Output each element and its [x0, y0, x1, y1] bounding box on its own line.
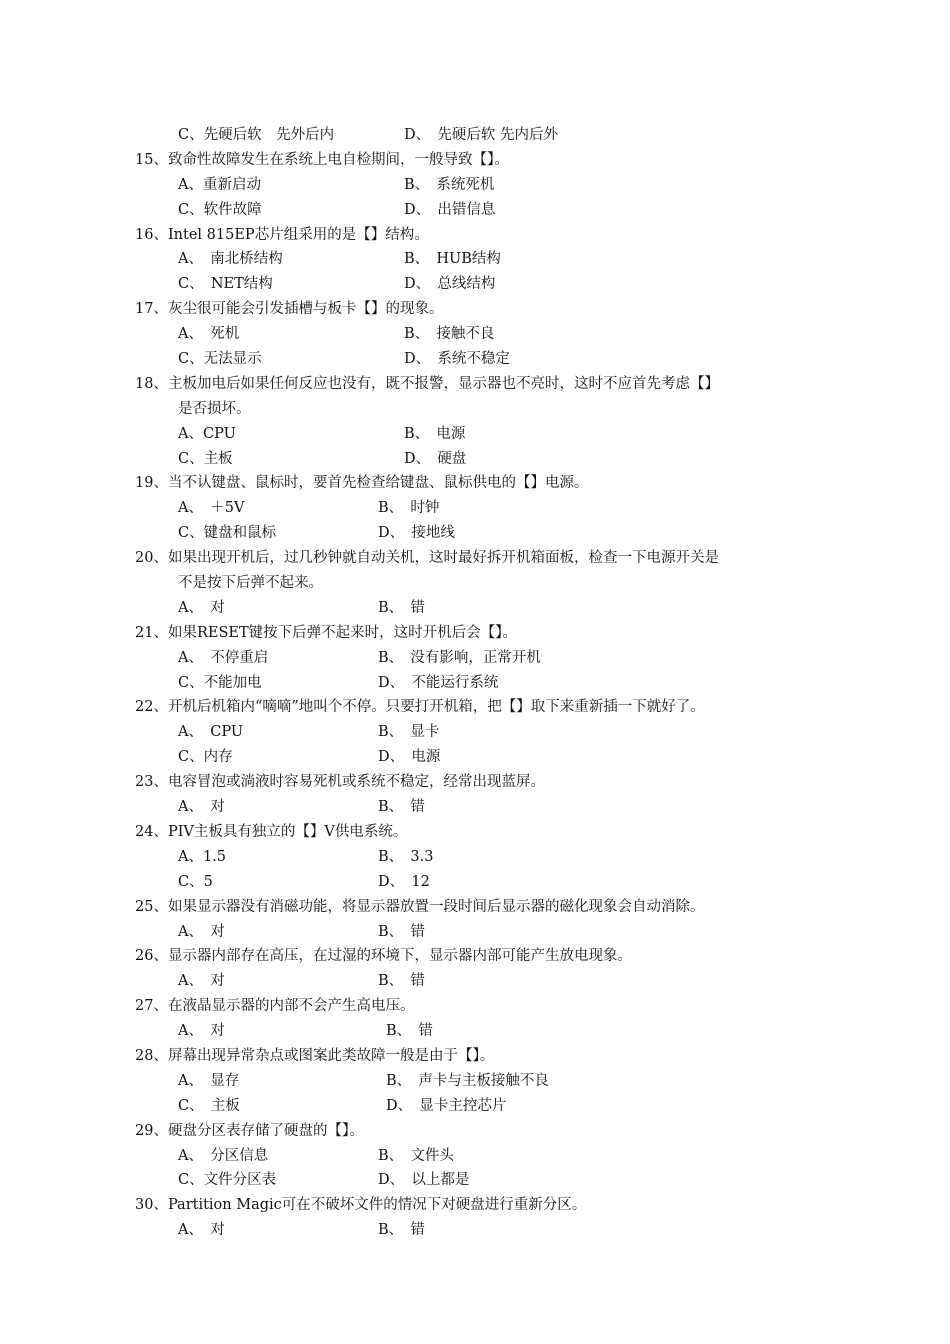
option-left: A、 对	[178, 1222, 225, 1239]
option-right: B、 系统死机	[404, 176, 495, 193]
question-line: 17、灰尘很可能会引发插槽与板卡【】的现象。	[135, 301, 444, 318]
question-line: 27、在液晶显示器的内部不会产生高电压。	[135, 998, 415, 1015]
option-right: B、 电源	[404, 425, 466, 442]
option-row	[135, 272, 825, 297]
option-left: C、不能加电	[178, 674, 262, 691]
option-left: C、软件故障	[178, 201, 262, 218]
option-right: B、 显卡	[378, 724, 440, 741]
option-left: A、 对	[178, 973, 225, 990]
option-left: A、CPU	[178, 425, 236, 442]
option-row	[135, 1168, 825, 1193]
question-line: 29、硬盘分区表存储了硬盘的【】。	[135, 1122, 364, 1139]
question-line: 15、致命性故障发生在系统上电自检期间，一般导致【】。	[135, 151, 509, 168]
option-left: C、 NET结构	[178, 276, 273, 293]
option-left: A、 死机	[178, 326, 240, 343]
option-row	[135, 646, 825, 671]
option-row	[135, 671, 825, 696]
question-line: 28、屏幕出现异常杂点或图案此类故障一般是由于【】。	[135, 1047, 495, 1064]
option-row	[135, 1218, 825, 1243]
option-row	[135, 1094, 825, 1119]
option-row	[135, 920, 825, 945]
question-line: 18、主板加电后如果任何反应也没有，既不报警，显示器也不亮时，这时不应首先考虑【】	[135, 375, 719, 392]
question-line: 19、当不认键盘、鼠标时，要首先检查给键盘、鼠标供电的【】电源。	[135, 475, 589, 492]
option-row	[135, 123, 825, 148]
option-right: B、 时钟	[378, 500, 440, 517]
question-line: 26、显示器内部存在高压，在过湿的环境下，显示器内部可能产生放电现象。	[135, 948, 632, 965]
option-row	[135, 870, 825, 895]
question-line: 24、PIV主板具有独立的【】V供电系统。	[135, 823, 408, 840]
question-line: 21、如果RESET键按下后弹不起来时，这时开机后会【】。	[135, 624, 517, 641]
option-right: B、 错	[378, 973, 425, 990]
option-left: C、无法显示	[178, 351, 262, 368]
question-continuation: 不是按下后弹不起来。	[178, 575, 323, 592]
option-row	[135, 596, 825, 621]
option-right: B、 3.3	[378, 848, 434, 865]
option-left: A、 显存	[178, 1072, 240, 1089]
option-left: A、重新启动	[178, 176, 261, 193]
option-left: C、5	[178, 873, 213, 890]
option-row	[135, 795, 825, 820]
option-right: D、 出错信息	[404, 201, 496, 218]
option-row	[135, 447, 825, 472]
option-right: B、 接触不良	[404, 326, 495, 343]
option-right: D、 先硬后软 先内后外	[404, 127, 558, 143]
question-continuation: 是否损坏。	[178, 400, 251, 417]
option-row	[135, 247, 825, 272]
option-row	[135, 1144, 825, 1169]
option-right: D、 显卡主控芯片	[386, 1097, 507, 1114]
question-line: 22、开机后机箱内“嘀嘀”地叫个不停。只要打开机箱，把【】取下来重新插一下就好了。	[135, 699, 705, 716]
option-row	[135, 1069, 825, 1094]
question-line: 23、电容冒泡或淌液时容易死机或系统不稳定，经常出现蓝屏。	[135, 774, 545, 791]
option-left: A、 对	[178, 923, 225, 940]
option-left: A、1.5	[178, 848, 227, 865]
option-left: C、键盘和鼠标	[178, 525, 277, 542]
option-right: D、 不能运行系统	[378, 674, 499, 691]
option-right: B、 错	[378, 799, 425, 816]
option-row	[135, 198, 825, 223]
option-left: A、 不停重启	[178, 649, 269, 666]
option-left: C、文件分区表	[178, 1172, 277, 1189]
option-row	[135, 720, 825, 745]
option-right: D、 以上都是	[378, 1172, 470, 1189]
option-right: B、 错	[386, 1023, 433, 1040]
option-right: B、 声卡与主板接触不良	[386, 1072, 549, 1089]
option-row	[135, 845, 825, 870]
option-right: D、 接地线	[378, 525, 455, 542]
option-right: B、 错	[378, 1222, 425, 1239]
option-left: A、 对	[178, 1023, 225, 1040]
option-left: A、 CPU	[178, 724, 244, 741]
option-right: B、 没有影响，正常开机	[378, 649, 541, 666]
option-left: A、 分区信息	[178, 1147, 269, 1164]
question-line: 25、如果显示器没有消磁功能，将显示器放置一段时间后显示器的磁化现象会自动消除。	[135, 898, 705, 915]
option-left: A、 对	[178, 599, 225, 616]
option-right: B、 HUB结构	[404, 251, 501, 268]
question-line: 20、如果出现开机后，过几秒钟就自动关机，这时最好拆开机箱面板，检查一下电源开关是	[135, 550, 719, 567]
option-left: A、 南北桥结构	[178, 251, 283, 268]
option-right: D、 硬盘	[404, 450, 467, 467]
option-right: D、 总线结构	[404, 276, 496, 293]
option-left: C、内存	[178, 749, 233, 766]
option-left: A、 对	[178, 799, 225, 816]
option-right: B、 错	[378, 599, 425, 616]
option-row	[135, 969, 825, 994]
option-row	[135, 173, 825, 198]
option-left: C、主板	[178, 450, 233, 467]
option-row	[135, 521, 825, 546]
option-row	[135, 422, 825, 447]
option-right: D、 电源	[378, 749, 441, 766]
option-right: D、 系统不稳定	[404, 351, 510, 368]
option-right: B、 文件头	[378, 1147, 454, 1164]
option-row	[135, 322, 825, 347]
option-row	[135, 745, 825, 770]
option-left: C、 主板	[178, 1097, 240, 1114]
option-right: B、 错	[378, 923, 425, 940]
option-left: C、先硬后软 先外后内	[178, 127, 335, 143]
question-line: 16、Intel 815EP芯片组采用的是【】结构。	[135, 226, 429, 243]
option-row	[135, 1019, 825, 1044]
option-row	[135, 496, 825, 521]
option-row	[135, 347, 825, 372]
option-left: A、 ＋5V	[178, 500, 245, 517]
question-list	[135, 123, 825, 1243]
question-line: 30、Partition Magic可在不破坏文件的情况下对硬盘进行重新分区。	[135, 1197, 587, 1214]
option-right: D、 12	[378, 873, 430, 890]
